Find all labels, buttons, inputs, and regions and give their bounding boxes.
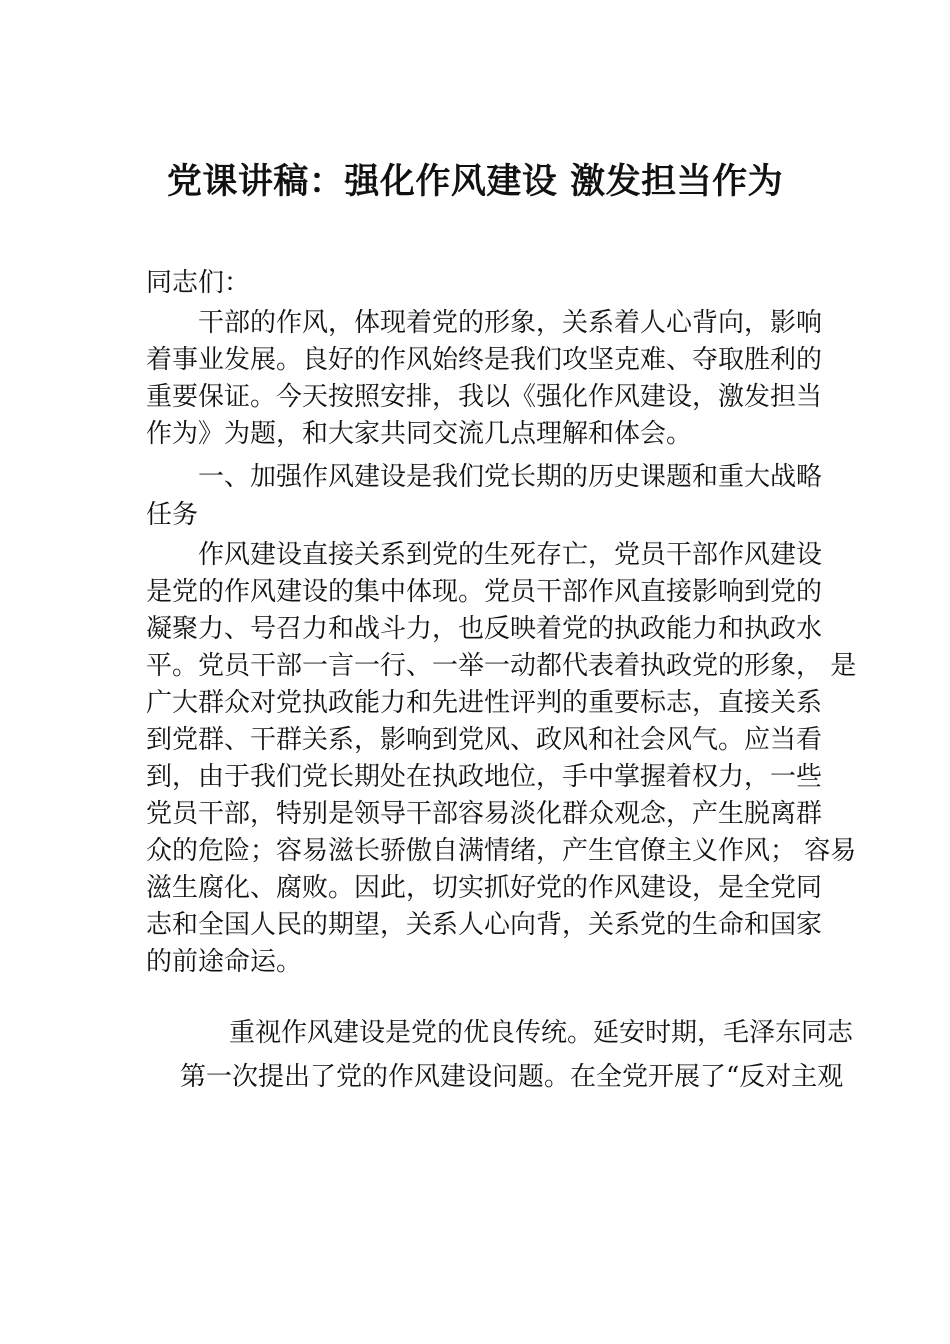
section-heading-line: 一、加强作风建设是我们党长期的历史课题和重大战略	[198, 462, 823, 492]
paragraph-line: 是党的作风建设的集中体现。党员干部作风直接影响到党的	[146, 577, 823, 607]
paragraph-line: 广大群众对党执政能力和先进性评判的重要标志，直接关系	[146, 688, 823, 718]
paragraph-line: 干部的作风，体现着党的形象，关系着人心背向，影响	[198, 308, 823, 338]
paragraph-line: 志和全国人民的期望，关系人心向背，关系党的生命和国家	[146, 910, 823, 940]
salutation: 同志们：	[146, 268, 251, 298]
paragraph-line: 凝聚力、号召力和战斗力，也反映着党的执政能力和执政水	[146, 614, 823, 644]
paragraph-line: 滋生腐化、腐败。因此，切实抓好党的作风建设，是全党同	[146, 873, 823, 903]
paragraph-line: 的前途命运。	[146, 947, 303, 977]
paragraph-line: 作为》为题，和大家共同交流几点理解和体会。	[146, 419, 693, 449]
paragraph-line: 作风建设直接关系到党的生死存亡，党员干部作风建设	[198, 540, 823, 570]
paragraph-line: 重视作风建设是党的优良传统。延安时期，毛泽东同志	[229, 1018, 854, 1048]
paragraph-line: 党员干部，特别是领导干部容易淡化群众观念，产生脱离群	[146, 799, 823, 829]
paragraph-line: 众的危险；容易滋长骄傲自满情绪，产生官僚主义作风； 容易	[146, 836, 857, 866]
paragraph-line: 平。党员干部一言一行、一举一动都代表着执政党的形象， 是	[146, 651, 857, 681]
section-heading-line: 任务	[146, 500, 199, 530]
paragraph-line: 重要保证。今天按照安排，我以《强化作风建设，激发担当	[146, 382, 823, 412]
paragraph-line: 第一次提出了党的作风建设问题。在全党开展了“反对主观	[180, 1062, 844, 1092]
paragraph-line: 到，由于我们党长期处在执政地位，手中掌握着权力，一些	[146, 762, 823, 792]
document-title: 党课讲稿：强化作风建设 激发担当作为	[166, 161, 784, 202]
paragraph-line: 到党群、干群关系，影响到党风、政风和社会风气。应当看	[146, 725, 823, 755]
paragraph-line: 着事业发展。良好的作风始终是我们攻坚克难、夺取胜利的	[146, 345, 823, 375]
